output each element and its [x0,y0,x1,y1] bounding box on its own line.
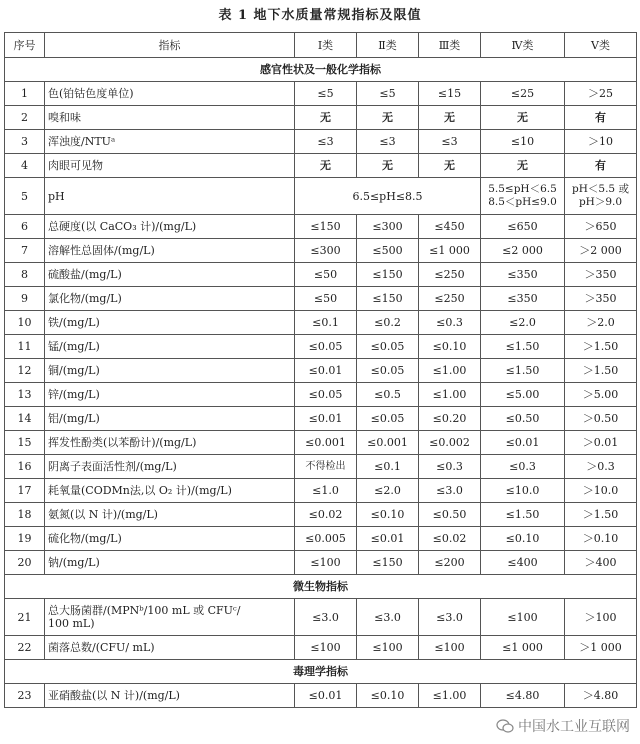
table-row [5,431,637,455]
class-4-value: ≤0.3 [481,455,565,479]
table-row [5,383,637,407]
row-indicator: 硫酸盐/(mg/L) [45,263,295,287]
class-3-value: ≤0.3 [419,311,481,335]
class-4-value: ≤2 000 [481,239,565,263]
row-indicator: 阴离子表面活性剂/(mg/L) [45,455,295,479]
section-label: 感官性状及一般化学指标 [5,58,637,82]
class-5-value: ＞10.0 [565,479,637,503]
table-row [5,599,637,636]
class-5-value: ＞0.50 [565,407,637,431]
class-1-value: ≤50 [295,287,357,311]
table-row [5,455,637,479]
class-5-value: ＞1 000 [565,636,637,660]
row-indicator: 总硬度(以 CaCO₃ 计)/(mg/L) [45,215,295,239]
class-1-value: ≤1.0 [295,479,357,503]
class-1-value: ≤3.0 [295,599,357,636]
header-class-3: Ⅲ类 [419,33,481,58]
row-index: 11 [5,335,45,359]
class-2-value: 无 [357,106,419,130]
header-indicator: 指标 [45,33,295,58]
row-index: 19 [5,527,45,551]
class-5-value: ＞350 [565,263,637,287]
wechat-icon [496,719,514,733]
row-indicator-line-1: 总大肠菌群/(MPNᵇ/100 mL 或 CFUᶜ/ [48,604,241,617]
class-3-value: ≤3 [419,130,481,154]
class-1-value: ≤300 [295,239,357,263]
header-class-5: Ⅴ类 [565,33,637,58]
table-row [5,263,637,287]
table-row [5,527,637,551]
class-4-value: ≤4.80 [481,684,565,708]
class-1-value: ≤0.05 [295,335,357,359]
class-5-value: ＞5.00 [565,383,637,407]
row-indicator: 铁/(mg/L) [45,311,295,335]
header-class-1: Ⅰ类 [295,33,357,58]
class-2-value: ≤500 [357,239,419,263]
table-row [5,178,637,215]
class-4-value: ≤1.50 [481,335,565,359]
class-5-value [565,178,637,215]
row-indicator: 钠/(mg/L) [45,551,295,575]
section-row [5,575,637,599]
class-2-value: ≤150 [357,287,419,311]
class-1-value: ≤150 [295,215,357,239]
class-2-value: ≤0.5 [357,383,419,407]
row-index: 12 [5,359,45,383]
table-body [5,58,637,708]
table-row [5,106,637,130]
class-5-value: ＞400 [565,551,637,575]
class-5-value: ＞0.10 [565,527,637,551]
row-index: 18 [5,503,45,527]
row-indicator: 浑浊度/NTUᵃ [45,130,295,154]
class-5-value: ＞0.3 [565,455,637,479]
table-row [5,82,637,106]
class-3-value: 无 [419,106,481,130]
table-row [5,287,637,311]
class-4-value: ≤650 [481,215,565,239]
class-5-value: ＞1.50 [565,503,637,527]
row-indicator: 亚硝酸盐(以 N 计)/(mg/L) [45,684,295,708]
row-index: 16 [5,455,45,479]
class-4-value: ≤0.10 [481,527,565,551]
header-class-4: Ⅳ类 [481,33,565,58]
class-4-value: 无 [481,106,565,130]
row-indicator-line-2: 100 mL) [48,617,95,630]
class-2-value: ≤0.001 [357,431,419,455]
class-1-value: ≤0.01 [295,407,357,431]
section-label: 微生物指标 [5,575,637,599]
row-index: 17 [5,479,45,503]
class-4-value: ≤5.00 [481,383,565,407]
row-indicator: pH [45,178,295,215]
class-4-value: ≤1.50 [481,359,565,383]
header-index: 序号 [5,33,45,58]
row-index: 1 [5,82,45,106]
class-5-value: ＞100 [565,599,637,636]
row-indicator: 锌/(mg/L) [45,383,295,407]
class-3-value: ≤450 [419,215,481,239]
class-4-value: ≤2.0 [481,311,565,335]
row-index: 3 [5,130,45,154]
class-2-value: ≤0.05 [357,407,419,431]
class-5-value: ＞1.50 [565,335,637,359]
class-2-value: ≤300 [357,215,419,239]
class-2-value: ≤150 [357,263,419,287]
class-3-value: ≤0.02 [419,527,481,551]
class-5-line-1: pH＜5.5 或 [572,183,629,195]
row-index: 4 [5,154,45,178]
class-4-value: 无 [481,154,565,178]
row-index: 6 [5,215,45,239]
class-4-value: ≤10 [481,130,565,154]
class-2-value: 无 [357,154,419,178]
table-row [5,335,637,359]
table-row [5,684,637,708]
class-4-value: ≤1 000 [481,636,565,660]
class-5-value: ＞4.80 [565,684,637,708]
row-index: 7 [5,239,45,263]
class-2-value: ≤2.0 [357,479,419,503]
class-5-value: ＞25 [565,82,637,106]
row-index: 15 [5,431,45,455]
class-4-value: ≤350 [481,263,565,287]
row-index: 5 [5,178,45,215]
table-row [5,215,637,239]
class-3-value: ≤0.3 [419,455,481,479]
class-1-3-value: 6.5≤pH≤8.5 [295,178,481,215]
class-1-value: 不得检出 [295,455,357,479]
table-row [5,479,637,503]
class-3-value: 无 [419,154,481,178]
class-2-value: ≤0.10 [357,503,419,527]
watermark-text: 中国水工业互联网 [518,719,630,735]
row-indicator: 挥发性酚类(以苯酚计)/(mg/L) [45,431,295,455]
class-5-value: ＞0.01 [565,431,637,455]
class-4-value: ≤350 [481,287,565,311]
class-4-value: ≤25 [481,82,565,106]
row-index: 20 [5,551,45,575]
row-indicator [45,599,295,636]
class-3-value: ≤3.0 [419,479,481,503]
header-row [5,33,637,58]
class-2-value: ≤0.1 [357,455,419,479]
class-2-value: ≤0.05 [357,335,419,359]
row-index: 9 [5,287,45,311]
class-4-value: ≤0.01 [481,431,565,455]
row-index: 10 [5,311,45,335]
class-1-value: ≤0.05 [295,383,357,407]
class-3-value: ≤250 [419,263,481,287]
class-4-value [481,178,565,215]
table-row [5,359,637,383]
class-4-value: ≤0.50 [481,407,565,431]
header-class-2: Ⅱ类 [357,33,419,58]
class-5-value: ＞1.50 [565,359,637,383]
class-3-value: ≤1 000 [419,239,481,263]
class-5-line-2: pH＞9.0 [578,196,623,208]
class-3-value: ≤1.00 [419,684,481,708]
row-indicator: 氯化物/(mg/L) [45,287,295,311]
class-1-value: 无 [295,154,357,178]
class-4-line-2: 8.5＜pH≤9.0 [488,196,557,208]
class-4-value: ≤100 [481,599,565,636]
class-1-value: ≤100 [295,636,357,660]
class-3-value: ≤0.10 [419,335,481,359]
row-index: 2 [5,106,45,130]
row-indicator: 耗氧量(CODMn法,以 O₂ 计)/(mg/L) [45,479,295,503]
class-2-value: ≤3 [357,130,419,154]
class-3-value: ≤15 [419,82,481,106]
class-2-value: ≤3.0 [357,599,419,636]
row-indicator: 嗅和味 [45,106,295,130]
class-2-value: ≤0.10 [357,684,419,708]
row-indicator: 色(铂钴色度单位) [45,82,295,106]
row-index: 8 [5,263,45,287]
section-label: 毒理学指标 [5,660,637,684]
class-4-value: ≤1.50 [481,503,565,527]
class-3-value: ≤1.00 [419,359,481,383]
class-3-value: ≤200 [419,551,481,575]
class-3-value: ≤0.002 [419,431,481,455]
class-1-value: ≤3 [295,130,357,154]
class-2-value: ≤0.01 [357,527,419,551]
row-index: 13 [5,383,45,407]
row-indicator: 菌落总数/(CFU/ mL) [45,636,295,660]
class-5-value: ＞2 000 [565,239,637,263]
class-5-value: ＞2.0 [565,311,637,335]
class-4-line-1: 5.5≤pH＜6.5 [488,183,557,195]
class-1-value: ≤0.001 [295,431,357,455]
table-row [5,407,637,431]
class-5-value: 有 [565,106,637,130]
section-row [5,660,637,684]
row-indicator: 硫化物/(mg/L) [45,527,295,551]
class-2-value: ≤0.2 [357,311,419,335]
class-1-value: ≤0.01 [295,359,357,383]
class-4-value: ≤10.0 [481,479,565,503]
table-row [5,154,637,178]
row-indicator: 氨氮(以 N 计)/(mg/L) [45,503,295,527]
row-index: 22 [5,636,45,660]
table-row [5,503,637,527]
table-title: 表 1 地下水质量常规指标及限值 [218,8,422,23]
table-row [5,239,637,263]
class-3-value: ≤0.50 [419,503,481,527]
class-3-value: ≤0.20 [419,407,481,431]
class-1-value: 无 [295,106,357,130]
class-1-value: ≤50 [295,263,357,287]
row-indicator: 溶解性总固体/(mg/L) [45,239,295,263]
row-index: 23 [5,684,45,708]
class-5-value: ＞350 [565,287,637,311]
row-indicator: 肉眼可见物 [45,154,295,178]
class-3-value: ≤1.00 [419,383,481,407]
class-1-value: ≤0.005 [295,527,357,551]
row-indicator: 锰/(mg/L) [45,335,295,359]
class-2-value: ≤5 [357,82,419,106]
row-index: 21 [5,599,45,636]
class-5-value: ＞10 [565,130,637,154]
class-1-value: ≤0.1 [295,311,357,335]
class-1-value: ≤0.02 [295,503,357,527]
class-2-value: ≤100 [357,636,419,660]
watermark [496,716,630,736]
table-row [5,311,637,335]
water-quality-table [4,32,637,708]
class-1-value: ≤100 [295,551,357,575]
row-index: 14 [5,407,45,431]
class-2-value: ≤0.05 [357,359,419,383]
row-indicator: 铜/(mg/L) [45,359,295,383]
table-row [5,551,637,575]
section-row [5,58,637,82]
class-3-value: ≤250 [419,287,481,311]
table-row [5,130,637,154]
table-row [5,636,637,660]
class-5-value: 有 [565,154,637,178]
class-3-value: ≤100 [419,636,481,660]
class-1-value: ≤5 [295,82,357,106]
class-4-value: ≤400 [481,551,565,575]
class-5-value: ＞650 [565,215,637,239]
row-indicator: 铝/(mg/L) [45,407,295,431]
class-2-value: ≤150 [357,551,419,575]
class-1-value: ≤0.01 [295,684,357,708]
class-3-value: ≤3.0 [419,599,481,636]
